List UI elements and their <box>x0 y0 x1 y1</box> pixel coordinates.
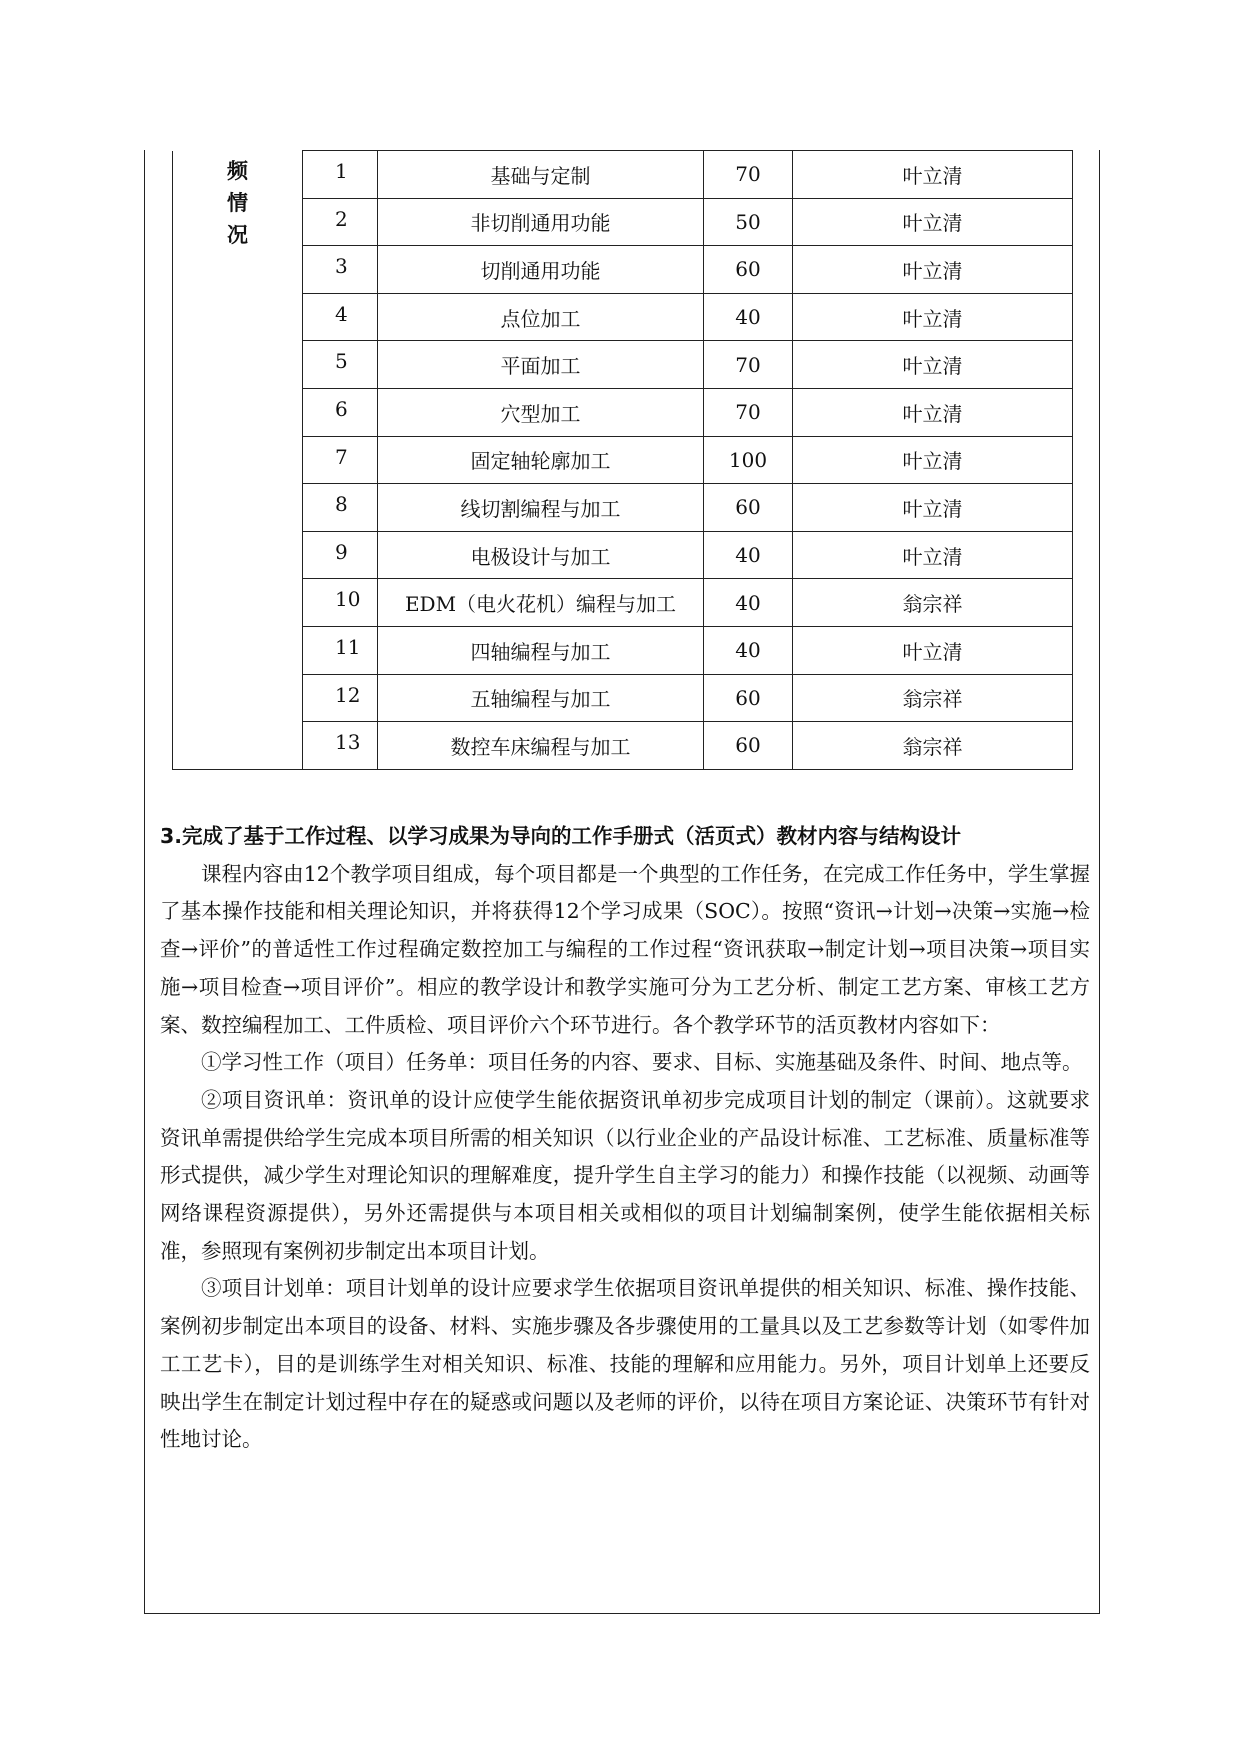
project-hours: 60 <box>704 674 793 722</box>
project-name: 基础与定制 <box>378 151 704 199</box>
project-teacher: 叶立清 <box>793 198 1073 246</box>
project-name: 点位加工 <box>378 293 704 341</box>
table-row <box>173 484 1073 532</box>
row-number: 8 <box>303 484 378 532</box>
project-hours: 60 <box>704 722 793 770</box>
row-number: 12 <box>303 674 378 722</box>
table-row <box>173 626 1073 674</box>
row-number: 4 <box>303 293 378 341</box>
paragraph-plan-sheet: ③项目计划单：项目计划单的设计应要求学生依据项目资讯单提供的相关知识、标准、操作技能、案例初步制定出本项目的设备、材料、实施步骤及各步骤使用的工量具以及工艺参数等计划（如零件加工工艺卡），目的是训练学生对相关知识、标准、技能的理解和应用能力。另外，项目计划单上还要反映出学生在制定计划过程中存在的疑惑或问题以及老师的评价，以待在项目方案论证、决策环节有针对性地讨论。 <box>160 1276 1090 1452</box>
table-row <box>173 531 1073 579</box>
project-hours: 50 <box>704 198 793 246</box>
project-hours: 60 <box>704 246 793 294</box>
project-teacher: 叶立清 <box>793 531 1073 579</box>
project-hours: 70 <box>704 341 793 389</box>
table-row <box>173 579 1073 627</box>
project-name: 四轴编程与加工 <box>378 626 704 674</box>
paragraph-intro: 课程内容由12个教学项目组成，每个项目都是一个典型的工作任务，在完成工作任务中，学生掌握了基本操作技能和相关理论知识，并将获得12个学习成果（SOC）。按照“资讯→计划→决策→实施→检查→评价”的普适性工作过程确定数控加工与编程的工作过程“资讯获取→制定计划→项目决策→项目实施→项目检查→项目评价”。相应的教学设计和教学实施可分为工艺分析、制定工艺方案、审核工艺方案、数控编程加工、工件质检、项目评价六个环节进行。各个教学环节的活页教材内容如下： <box>160 861 1090 1037</box>
project-teacher: 叶立清 <box>793 436 1073 484</box>
project-teacher: 叶立清 <box>793 246 1073 294</box>
project-hours: 40 <box>704 293 793 341</box>
row-number: 9 <box>303 531 378 579</box>
section-heading: 3.完成了基于工作过程、以学习成果为导向的工作手册式（活页式）教材内容与结构设计 <box>160 824 962 848</box>
project-hours: 100 <box>704 436 793 484</box>
project-hours: 70 <box>704 151 793 199</box>
project-hours: 40 <box>704 531 793 579</box>
row-number: 1 <box>303 151 378 199</box>
table-row <box>173 388 1073 436</box>
project-name: 电极设计与加工 <box>378 531 704 579</box>
row-number: 13 <box>303 722 378 770</box>
project-name: 穴型加工 <box>378 388 704 436</box>
project-hours: 40 <box>704 579 793 627</box>
project-name: 非切削通用功能 <box>378 198 704 246</box>
paragraph-task-sheet: ①学习性工作（项目）任务单：项目任务的内容、要求、目标、实施基础及条件、时间、地点等。 <box>201 1050 1083 1075</box>
project-name: 五轴编程与加工 <box>378 674 704 722</box>
row-number: 3 <box>303 246 378 294</box>
project-teacher: 叶立清 <box>793 484 1073 532</box>
table-row <box>173 198 1073 246</box>
project-name: 数控车床编程与加工 <box>378 722 704 770</box>
project-name: EDM（电火花机）编程与加工 <box>378 579 704 627</box>
project-hours: 70 <box>704 388 793 436</box>
table-row <box>173 246 1073 294</box>
project-teacher: 翁宗祥 <box>793 579 1073 627</box>
table-row <box>173 341 1073 389</box>
project-name: 线切割编程与加工 <box>378 484 704 532</box>
row-number: 7 <box>303 436 378 484</box>
row-number: 5 <box>303 341 378 389</box>
course-hours-table <box>172 150 1073 770</box>
side-label: 频情况 <box>227 158 248 247</box>
row-number: 10 <box>303 579 378 627</box>
row-number: 6 <box>303 388 378 436</box>
table-row <box>173 151 1073 199</box>
project-teacher: 叶立清 <box>793 626 1073 674</box>
paragraph-info-sheet: ②项目资讯单：资讯单的设计应使学生能依据资讯单初步完成项目计划的制定（课前）。这就要求资讯单需提供给学生完成本项目所需的相关知识（以行业企业的产品设计标准、工艺标准、质量标准等形式提供，减少学生对理论知识的理解难度，提升学生自主学习的能力）和操作技能（以视频、动画等网络课程资源提供），另外还需提供与本项目相关或相似的项目计划编制案例，使学生能依据相关标准，参照现有案例初步制定出本项目计划。 <box>160 1087 1090 1263</box>
project-teacher: 叶立清 <box>793 388 1073 436</box>
section-content <box>160 818 1090 1459</box>
side-label-cell <box>173 151 303 770</box>
row-number: 2 <box>303 198 378 246</box>
project-teacher: 叶立清 <box>793 341 1073 389</box>
project-hours: 40 <box>704 626 793 674</box>
table-row <box>173 436 1073 484</box>
project-name: 固定轴轮廓加工 <box>378 436 704 484</box>
table-row <box>173 722 1073 770</box>
project-name: 平面加工 <box>378 341 704 389</box>
table-body <box>173 151 1073 770</box>
project-name: 切削通用功能 <box>378 246 704 294</box>
project-teacher: 翁宗祥 <box>793 674 1073 722</box>
project-teacher: 叶立清 <box>793 293 1073 341</box>
table-row <box>173 293 1073 341</box>
row-number: 11 <box>303 626 378 674</box>
project-teacher: 翁宗祥 <box>793 722 1073 770</box>
project-hours: 60 <box>704 484 793 532</box>
project-teacher: 叶立清 <box>793 151 1073 199</box>
table-row <box>173 674 1073 722</box>
